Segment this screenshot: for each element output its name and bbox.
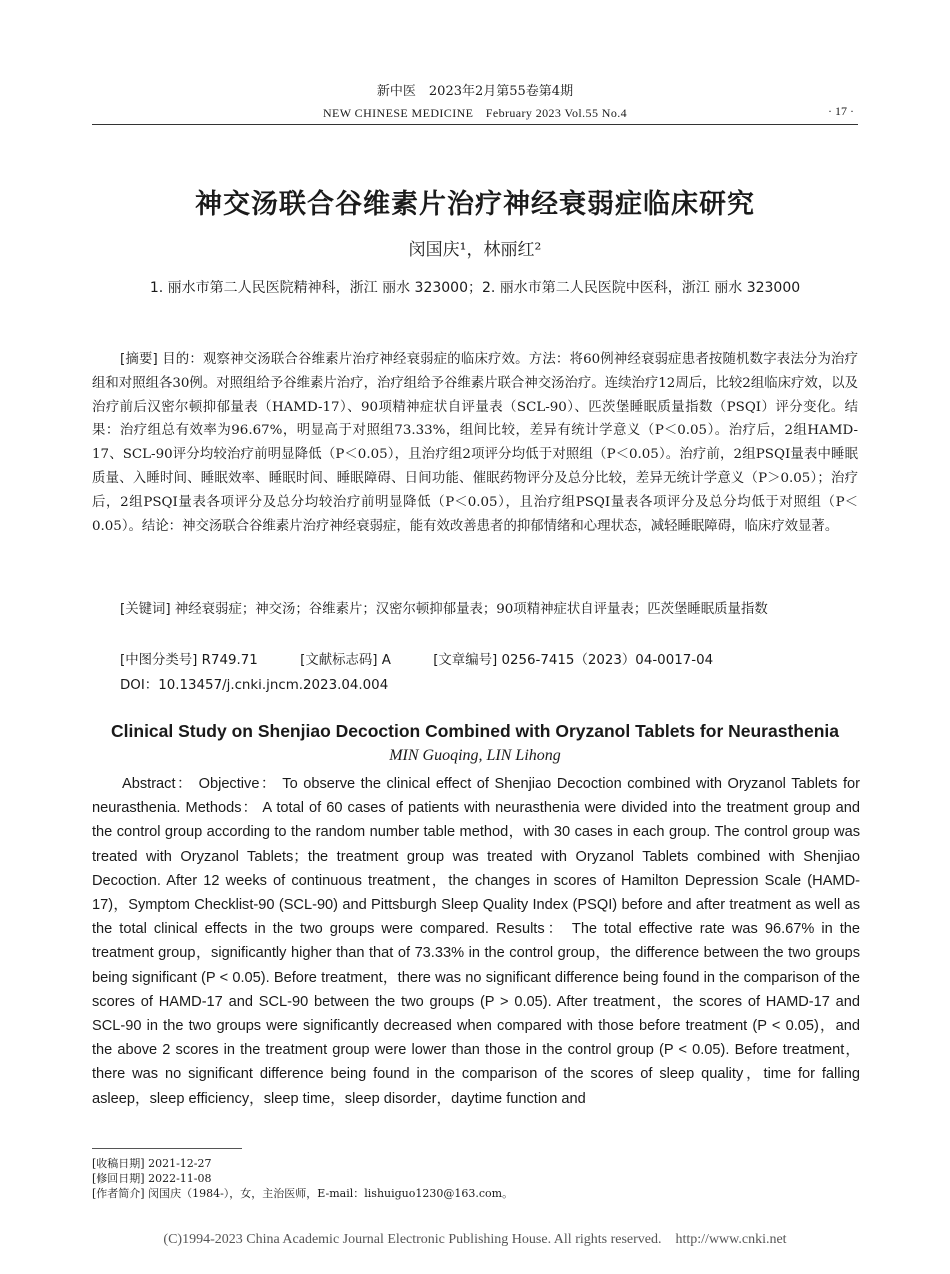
results-text: 治疗组总有效率为96.67%，明显高于对照组73.33%，组间比较，差异有统计学意义（P＜0.05）。治疗后，2组HAMD-17、SCL-90评分均较治疗前明显降低（P＜0.05），且治疗组2项评分均低于对照组（P＜0.05）。治疗前，2组PSQI量表中睡眠质量、入睡时间、睡眠效率、睡眠时间、睡眠障碍、日间功能、催眠药物评分及总分比较，差异无统计学意义（P＞0.05）；治疗后，2组PSQI量表各项评分及总分均较治疗前明显降低（P＜0.05），且治疗组PSQI量表各项评分及总分均低于对照组（P＜0.05）。	[92, 423, 859, 534]
author-affiliations: 1. 丽水市第二人民医院精神科，浙江 丽水 323000；2. 丽水市第二人民医院中医科，浙江 丽水 323000	[149, 280, 801, 296]
objective-text: 观察神交汤联合谷维素片治疗神经衰弱症的临床疗效。	[202, 352, 529, 367]
keywords-label: [关键词]	[120, 602, 171, 617]
results-label: 结果：	[92, 399, 858, 439]
doi[interactable]: DOI：10.13457/j.cnki.jncm.2023.04.004	[120, 678, 389, 693]
article-title: 神交汤联合谷维素片治疗神经衰弱症临床研究	[195, 189, 755, 220]
chinese-keywords	[92, 598, 858, 622]
header-rule	[92, 124, 858, 125]
footnote-received: [收稿日期] 2021-12-27	[92, 1157, 212, 1170]
english-abstract	[92, 772, 860, 1111]
en-objective-text: To observe the clinical effect of Shenjiao Decoction combined with Oryzanol Tablets for neurasthenia.	[92, 776, 860, 817]
abstract-label: [摘要]	[120, 352, 158, 367]
conclusion-text: 神交汤联合谷维素片治疗神经衰弱症，能有效改善患者的抑郁情绪和心理状态，减轻睡眠障碍，临床疗效显著。	[182, 518, 839, 534]
copyright-footer: (C)1994-2023 China Academic Journal Electronic Publishing House. All rights reserved. http://www.cnki.net	[163, 1232, 787, 1247]
methods-label: 方法：	[528, 352, 570, 367]
footnote-revised: [修回日期] 2022-11-08	[92, 1172, 212, 1185]
english-title: Clinical Study on Shenjiao Decoction Combined with Oryzanol Tablets for Neurasthenia	[111, 721, 839, 741]
document-code: [文献标志码] A	[300, 653, 391, 668]
en-methods-label: Methods：	[185, 800, 259, 817]
clc-number: [中图分类号] R749.71	[120, 653, 258, 668]
en-results-label: Results：	[496, 921, 566, 938]
article-authors: 闵国庆¹，林丽红²	[408, 240, 542, 260]
methods-text: 将60例神经衰弱症患者按随机数字表法分为治疗组和对照组各30例。对照组给予谷维素片治疗，治疗组给予谷维素片联合神交汤治疗。连续治疗12周后，比较2组临床疗效，以及治疗前后汉密尔顿抑郁量表（HAMD-17）、90项精神症状自评量表（SCL-90）、匹茨堡睡眠质量指数（PSQI）评分变化。	[92, 352, 859, 415]
footnote-rule	[92, 1148, 242, 1149]
keywords-text: 神经衰弱症；神交汤；谷维素片；汉密尔顿抑郁量表；90项精神症状自评量表；匹茨堡睡眠质量指数	[174, 602, 768, 617]
article-number: [文章编号] 0256-7415（2023）04-0017-04	[433, 653, 714, 668]
chinese-abstract	[92, 348, 858, 538]
en-objective-label: Objective：	[198, 776, 277, 792]
page-number: · 17 ·	[828, 104, 854, 118]
en-methods-text: A total of 60 cases of patients with neurasthenia were divided into the treatment group and the control group according to the random number table method，with 30 cases in each group. The control group was treated with Oryzanol Tablets；the treatment group was treated with Oryzanol Tablets combined with Shenjiao Decoction. After 12 weeks of continuous treatment，the changes in scores of Hamilton Depression Scale (HAMD-17)，Symptom Checklist-90 (SCL-90) and Pittsburgh Sleep Quality Index (PSQI) before and after treatment as well as the total clinical effects in the two groups were compared.	[92, 800, 861, 938]
objective-label: 目的：	[162, 352, 203, 367]
en-abstract-label: Abstract：	[122, 776, 194, 792]
footnote-author-bio: [作者简介] 闵国庆（1984-），女，主治医师，E-mail：lishuiguo1230@163.com。	[92, 1187, 514, 1200]
en-results-text: The total effective rate was 96.67% in the treatment group，significantly higher than that of 73.33% in the control group，the difference between the two groups being significant (P < 0.05). Before treatment，there was no significant difference being found in the comparison of the scores of HAMD-17 and SCL-90 between the two groups (P > 0.05). After treatment，the scores of HAMD-17 and SCL-90 in the two groups were significantly decreased when compared with those before treatment (P < 0.05)，and the above 2 scores in the treatment group were lower than those in the control group (P < 0.05). Before treatment，there was no significant difference being found in the comparison of the scores of sleep quality，time for falling asleep，sleep efficiency，sleep time，sleep disorder，daytime function and	[92, 921, 860, 1107]
english-authors: MIN Guoqing, LIN Lihong	[389, 747, 561, 764]
conclusion-label: 结论：	[141, 518, 183, 534]
journal-header-cn: 新中医 2023年2月第55卷第4期	[376, 84, 574, 99]
journal-header-en: NEW CHINESE MEDICINE February 2023 Vol.55 No.4	[322, 106, 628, 120]
classification-line	[120, 649, 751, 668]
